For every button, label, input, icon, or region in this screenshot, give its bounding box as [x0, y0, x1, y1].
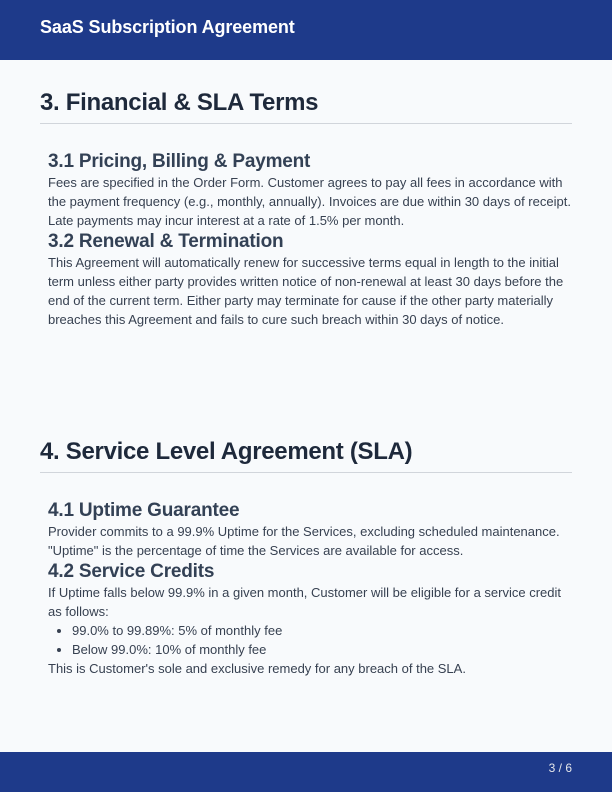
subsection-body: This Agreement will automatically renew for successive terms equal in length to the initial term unless either party provides written notice of non-renewal at least 30 days before the end of the current term. Either party may terminate for cause if the other party materially breaches this Agreement and fails to cure such breach within 30 days of notice.	[48, 255, 564, 327]
document-footer	[0, 752, 612, 792]
section-service-level-agreement	[40, 438, 572, 678]
subsection-pricing-billing	[40, 151, 572, 230]
subsection-body: If Uptime falls below 99.9% in a given month, Customer will be eligible for a service credit as follows:	[48, 585, 562, 619]
subsection-service-credits	[40, 561, 572, 678]
subsection-body: Fees are specified in the Order Form. Customer agrees to pay all fees in accordance with the payment frequency (e.g., monthly, annually). Invoices are due within 30 days of receipt. Late payments may incur interest at a rate of 1.5% per month.	[48, 175, 571, 228]
page-number: 3 / 6	[548, 761, 572, 775]
subsection-title: 4.2 Service Credits	[48, 561, 215, 582]
subsection-closing: This is Customer's sole and exclusive remedy for any breach of the SLA.	[48, 661, 466, 676]
list-item: • Below 99.0%: 10% of monthly fee	[72, 640, 572, 659]
service-credit-list	[48, 621, 572, 659]
subsection-title: 4.1 Uptime Guarantee	[48, 500, 240, 521]
section-title: 3. Financial & SLA Terms	[40, 89, 572, 124]
document-title: SaaS Subscription Agreement	[40, 17, 295, 37]
subsection-renewal-termination	[40, 231, 572, 329]
list-item: • 99.0% to 99.89%: 5% of monthly fee	[72, 621, 572, 640]
section-title: 4. Service Level Agreement (SLA)	[40, 438, 572, 473]
subsection-body: Provider commits to a 99.9% Uptime for the Services, excluding scheduled maintenance. "Uptime" is the percentage of time the Services are available for access.	[48, 524, 560, 558]
subsection-title: 3.1 Pricing, Billing & Payment	[48, 151, 311, 172]
section-financial-sla-terms	[40, 89, 572, 329]
document-header	[0, 0, 612, 60]
subsection-uptime-guarantee	[40, 500, 572, 560]
subsection-title: 3.2 Renewal & Termination	[48, 231, 284, 252]
